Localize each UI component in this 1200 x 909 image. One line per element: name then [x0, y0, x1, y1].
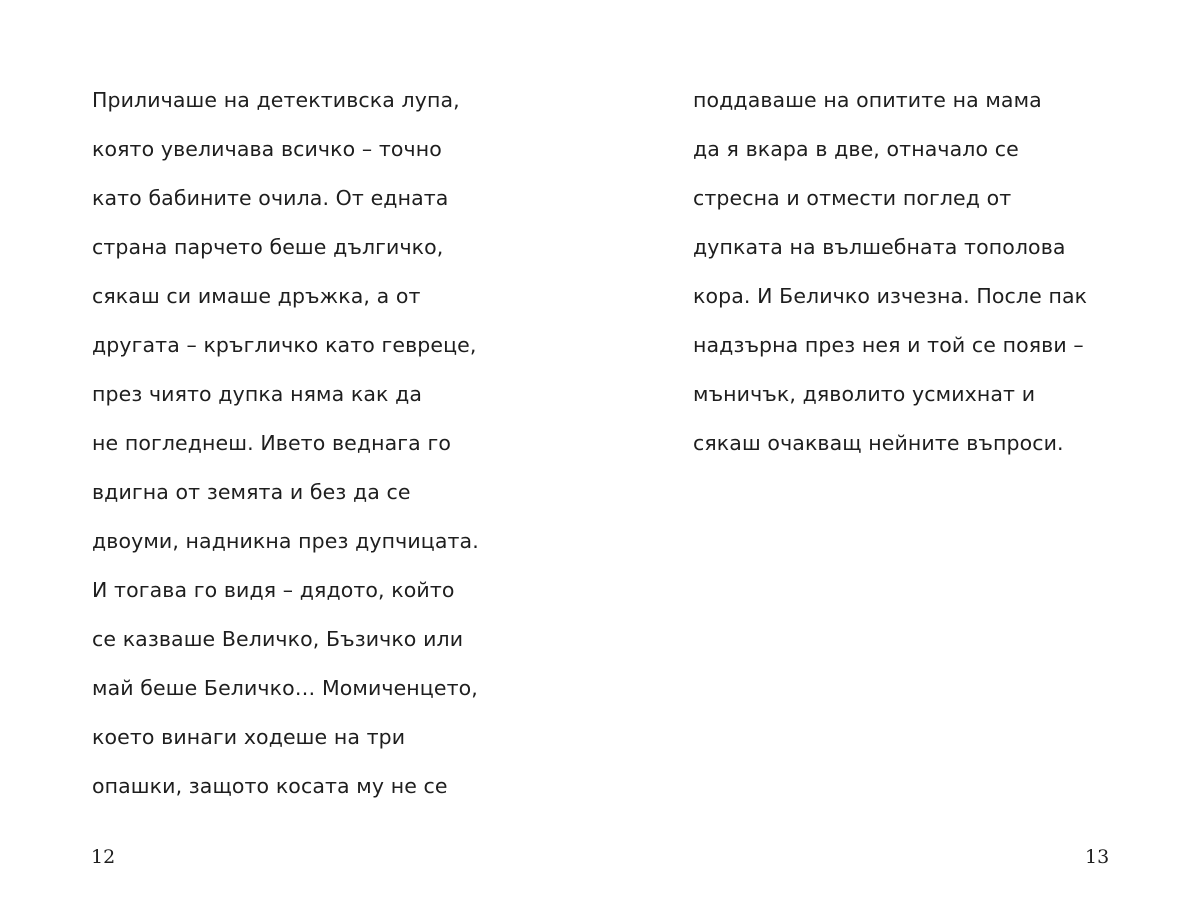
text-line: двоуми, надникна през дупчицата. [92, 529, 479, 553]
page-number-left: 12 [91, 846, 116, 868]
text-line: поддаваше на опитите на мама [693, 88, 1042, 112]
text-line: май беше Беличко… Момиченцето, [92, 676, 478, 700]
text-line: което винаги ходеше на три [92, 725, 406, 749]
right-page-text [693, 76, 1133, 468]
text-line: другата – кръгличко като гевреце, [92, 333, 477, 357]
text-line: като бабините очила. От едната [92, 186, 449, 210]
text-line: И тогава го видя – дядото, който [92, 578, 455, 602]
text-line: страна парчето беше дългичко, [92, 235, 444, 259]
text-line: Приличаше на детективска лупа, [92, 88, 460, 112]
text-line: опашки, защото косата му не се [92, 774, 448, 798]
page-number-right: 13 [1085, 846, 1110, 868]
text-line: през чиято дупка няма как да [92, 382, 423, 406]
text-line: стресна и отмести поглед от [693, 186, 1012, 210]
text-line: вдигна от земята и без да се [92, 480, 411, 504]
text-line: която увеличава всичко – точно [92, 137, 442, 161]
text-line: дупката на вълшебната тополова [693, 235, 1066, 259]
text-line: се казваше Величко, Бъзичко или [92, 627, 464, 651]
text-line: кора. И Беличко изчезна. После пак [693, 284, 1088, 308]
text-line: сякаш си имаше дръжка, а от [92, 284, 421, 308]
left-page-text [92, 76, 532, 811]
text-line: да я вкара в две, отначало се [693, 137, 1019, 161]
text-line: мъничък, дяволито усмихнат и [693, 382, 1036, 406]
text-line: надзърна през нея и той се появи – [693, 333, 1084, 357]
text-line: не погледнеш. Ивето веднага го [92, 431, 451, 455]
text-line: сякаш очакващ нейните въпроси. [693, 431, 1064, 455]
